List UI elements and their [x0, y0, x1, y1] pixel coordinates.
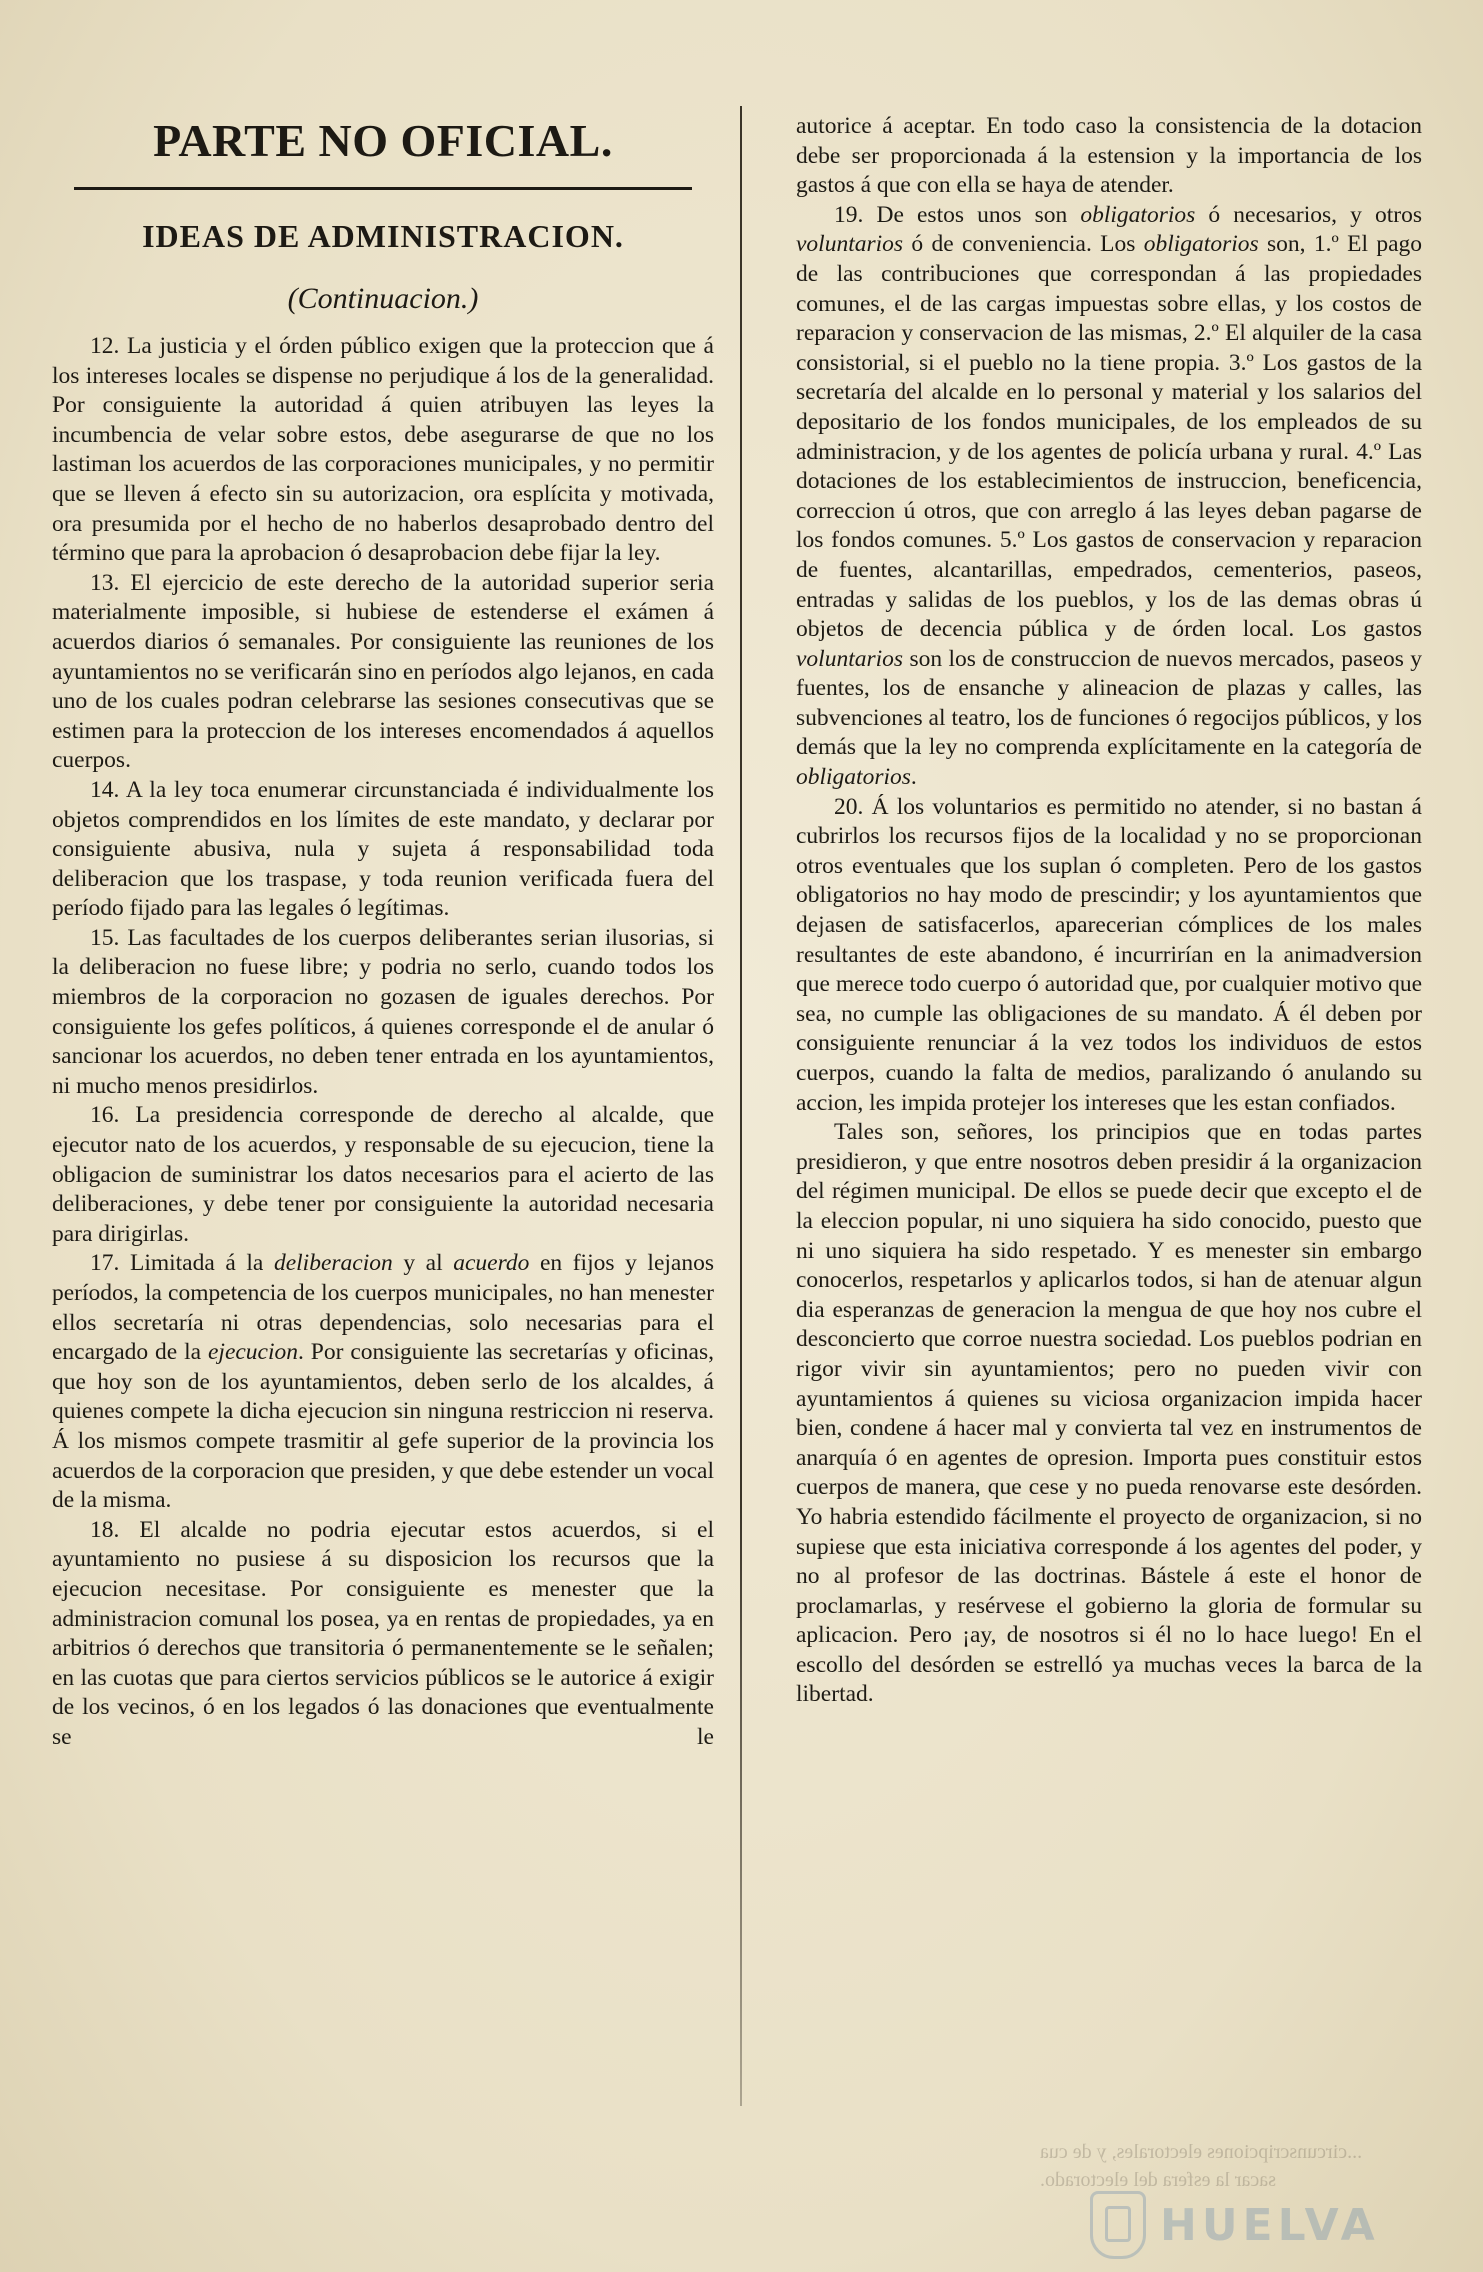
right-column	[796, 112, 1422, 1710]
emphasis: deliberacion	[273, 1250, 393, 1277]
section-subtitle: (Continuacion.)	[287, 282, 479, 315]
emphasis: obligatorios	[796, 764, 911, 791]
emphasis: obligatorios	[1143, 231, 1259, 258]
paragraph-13: 13. El ejercicio de este derecho de la autoridad superior seria materialmente imposible, si hubiese de estenderse el exámen á acuerdos diarios ó semanales. Por consiguiente las reuniones de los ayuntamientos no se verificarán sino en períodos algo lejanos, en cada uno de los cuales podran celebrarse las sesiones consecutivas que se estimen para la proteccion de los intereses encomendados á aquellos cuerpos.	[52, 569, 714, 774]
text-run: y al	[392, 1250, 454, 1277]
left-column	[52, 95, 714, 1753]
text-run: ó necesarios, y otros	[1195, 201, 1422, 228]
emphasis: ejecucion	[207, 1339, 299, 1366]
seal-icon	[1090, 2191, 1146, 2259]
text-run: son los de construccion de nuevos mercados, paseos y fuentes, los de ensanche y alineacion de plazas y calles, las subvenciones al teatro, los de funciones ó regocijos públicos, y los demás que la ley no comprenda explícitamente en la categoría de	[796, 645, 1422, 761]
watermark-text: HUELVA	[1160, 2199, 1380, 2251]
emphasis: obligatorios	[1080, 201, 1196, 228]
paragraph-17	[52, 1249, 714, 1515]
paragraph-14: 14. A la ley toca enumerar circunstanciada é individualmente los objetos comprendidos en los límites de este mandato, y declarar por consiguiente abusiva, nula y sujeta á responsabilidad toda deliberacion que los traspase, y toda reunion verificada fuera del período fijado para las legales ó legítimas.	[52, 776, 714, 922]
bleed-through-text	[1040, 2138, 1420, 2194]
title-rule	[74, 187, 692, 190]
paragraph-closing: Tales son, señores, los principios que en todas partes presidieron, y que entre nosotros deben presidir á la organizacion del régimen municipal. De ellos se puede decir que excepto el de la eleccion popular, ni uno siquiera ha sido conocido, puesto que ni uno siquiera ha sido respetado. Y es menester sin embargo conocerlos, respetarlos y aplicarlos todos, si han de atenuar algun dia esperanzas de generacion la mengua de que hoy nos cubre el desconcierto que corroe nuestra sociedad. Los pueblos podrian en rigor vivir sin ayuntamientos; pero no pueden vivir con ayuntamientos á quienes su viciosa organizacion impida hacer bien, condene á hacer mal y convierta tal vez en instrumentos de anarquía ó en agentes de opresion. Importa pues constituir estos cuerpos de manera, que cese y no pueda renovarse este desórden. Yo habria estendido fácilmente el proyecto de organizacion, si no supiese que esta iniciativa corresponde á los agentes del poder, y no al profesor de las doctrinas. Bástele á este el honor de proclamarlas, y resérvese el gobierno la gloria de formular su aplicacion. Pero ¡ay, de nosotros si él no lo hace luego! En el escollo del desórden se estrelló ya muchas veces la barca de la libertad.	[796, 1119, 1422, 1708]
paragraph-15: 15. Las facultades de los cuerpos deliberantes serian ilusorias, si la deliberacion no fuese libre; y podria no serlo, cuando todos los miembros de la corporacion no gozasen de iguales derechos. Por consiguiente los gefes políticos, á quienes corresponde el de anular ó sancionar los acuerdos, no deben tener entrada en los ayuntamientos, ni mucho menos presidirlos.	[52, 924, 714, 1099]
archive-watermark	[1090, 2190, 1420, 2260]
text-run: 19. De estos unos son	[834, 201, 1081, 228]
emphasis: voluntarios	[796, 231, 904, 258]
paragraph-20: 20. Á los voluntarios es permitido no atender, si no bastan á cubrirlos los recursos fijos de la localidad y no se proporcionan otros eventuales que los suplan ó completen. Pero de los gastos obligatorios no hay modo de prescindir; y los ayuntamientos que dejasen de satisfacerlos, aparecerian cómplices de los males resultantes de este abandono, é incurrirían en la animadversion que merece todo cuerpo ó autoridad que, por cualquier motivo que sea, no cumple las obligaciones de su mandato. Á él deben por consiguiente renunciar á la vez todos los individuos de estos cuerpos, cuando la falta de medios, paralizando ó anulando su accion, les impida protejer los intereses que les estan confiados.	[796, 793, 1422, 1116]
emphasis: voluntarios	[796, 645, 904, 672]
paragraph-18-continued: autorice á aceptar. En todo caso la consistencia de la dotacion debe ser proporcionada á la estension y la importancia de los gastos á que con ella se haya de atender.	[796, 113, 1422, 199]
paragraph-16: 16. La presidencia corresponde de derecho al alcalde, que ejecutor nato de los acuerdos, y responsable de su ejecucion, tiene la obligacion de suministrar los datos necesarios para el acierto de las deliberaciones, y debe tener por consiguiente la autoridad necesaria para dirigirlas.	[52, 1102, 714, 1247]
column-divider	[740, 106, 742, 2106]
bleed-line: ...circunscripciones electorales, y de cua	[1040, 2141, 1363, 2163]
text-run: . Por consiguiente las secretarías y oficinas, que hoy son de los ayuntamientos, deben serlo de los alcaldes, á quienes compete la dicha ejecucion sin ninguna restriccion ni reserva. Á los mismos compete trasmitir al gefe superior de la provincia los acuerdos de la corporacion que presiden, y que debe estender un vocal de la misma.	[52, 1339, 714, 1514]
text-run: ó de conveniencia. Los	[903, 231, 1144, 258]
paragraph-19	[796, 201, 1422, 793]
section-title: IDEAS DE ADMINISTRACION.	[142, 218, 624, 254]
emphasis: acuerdo	[453, 1250, 530, 1277]
text-run: en fijos y lejanos períodos, la competencia de los cuerpos municipales, no han menester ellos secretaría ni otras dependencias, solo necesarias para el encargado de la	[52, 1250, 714, 1366]
bleed-line: sacar la esfera del electorado.	[1040, 2169, 1276, 2191]
paragraph-18: 18. El alcalde no podria ejecutar estos acuerdos, si el ayuntamiento no pusiese á su disposicion los recursos que la ejecucion necesitase. Por consiguiente es menester que la administracion comunal los posea, ya en rentas de propiedades, ya en arbitrios ó derechos que transitoria ó permanentemente se le señalen; en las cuotas que para ciertos servicios públicos se le autorice á exigir de los vecinos, ó en los legados ó las donaciones que eventualmente se le	[52, 1516, 714, 1750]
part-title: PARTE NO OFICIAL.	[153, 115, 613, 166]
text-run: 17. Limitada á la	[90, 1250, 274, 1277]
text-run: .	[910, 764, 917, 791]
paragraph-12: 12. La justicia y el órden público exigen que la proteccion que á los intereses locales se dispense no perjudique á los de la generalidad. Por consiguiente la autoridad á quien atribuyen las leyes la incumbencia de velar sobre estos, debe asegurarse de que no los lastiman los acuerdos de las corporaciones municipales, y no permitir que se lleven á efecto sin su autorizacion, ora esplícita y motivada, ora presumida por el hecho de no haberlos desaprobado dentro del término que para la aprobacion ó desaprobacion debe fijar la ley.	[52, 333, 714, 567]
text-run: son, 1.º El pago de las contribuciones que correspondan á las propiedades comunes, el de las cargas impuestas sobre ellas, y los costos de reparacion y conservacion de las mismas, 2.º El alquiler de la casa consistorial, si el pueblo no la tiene propia. 3.º Los gastos de la secretaría del alcalde en lo personal y material y los salarios del depositario de los fondos municipales, de los empleados de su administracion, y de los agentes de policía urbana y rural. 4.º Las dotaciones de los establecimientos de instruccion, beneficencia, correccion ú otros, que con arreglo á las leyes deban pagarse de los fondos comunes. 5.º Los gastos de conservacion y reparacion de fuentes, alcantarillas, empedrados, cementerios, paseos, entradas y salidas de los pueblos, y los de las demas obras ú objetos de decencia pública y de órden local. Los gastos	[796, 231, 1423, 643]
